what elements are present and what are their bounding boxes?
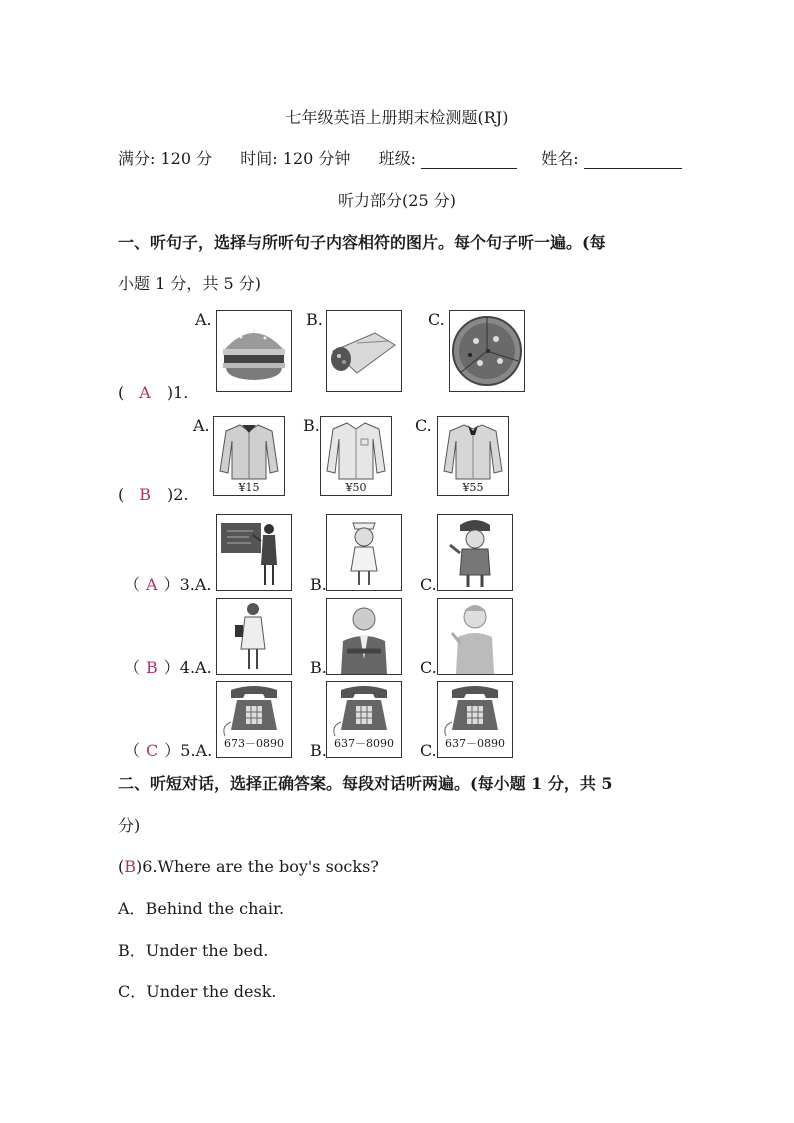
phone-number-a: 673－0890 [224,737,284,750]
q2-line: ( B )2. [118,485,189,504]
businessman-image [326,598,402,675]
telephone-image-b [326,681,402,758]
listening-section-title: 听力部分(25 分) [338,191,456,210]
class-label: 班级: [378,149,416,168]
phone-number-b: 637－8090 [334,737,394,750]
q3-option-b-label: B. [310,575,327,594]
q4-answer: B [146,658,158,677]
price-label-a: ¥15 [238,481,260,494]
part1-heading-line2: 小题 1 分，共 5 分) [118,274,261,293]
shirt-50-image [320,416,392,496]
q6-answer: B [124,857,137,876]
telephone-image-c [437,681,513,758]
shirt-15-image [213,416,285,496]
full-score: 满分: 120 分 [118,149,213,168]
q4-line: （ B ）4.A. [124,658,212,677]
q6-stem: (B)6.Where are the boy's socks? [118,857,379,876]
price-label-b: ¥50 [345,481,367,494]
pizza-image [449,310,525,392]
part1-heading-line1: 一、听句子，选择与所听句子内容相符的图片。每个句子听一遍。(每 [118,233,606,252]
name-label: 姓名: [541,149,579,168]
q5-answer: C [146,741,159,760]
q2-option-b-label: B. [303,416,320,435]
teacher-image [216,514,292,591]
burrito-image [326,310,402,392]
page-title: 七年级英语上册期末检测题(RJ) [285,108,509,127]
nurse-image [326,514,402,591]
q1-line: ( A )1. [118,383,189,402]
police-officer-image [437,514,513,591]
q1-option-a-label: A. [195,310,212,329]
q2-option-a-label: A. [193,416,210,435]
part2-heading-line1: 二、听短对话，选择正确答案。每段对话听两遍。(每小题 1 分，共 5 [118,774,613,793]
q5-line: （ C ）5.A. [124,741,213,760]
q4-option-c-label: C. [420,658,437,677]
exam-time: 时间: 120 分钟 [240,149,351,168]
q5-option-c-label: C. [420,741,437,760]
phone-number-c: 637－0890 [445,737,505,750]
q3-answer: A [146,575,158,594]
part2-heading-line2: 分) [118,816,141,835]
blouse-55-image [437,416,509,496]
q2-answer: B [139,485,152,504]
q2-option-c-label: C. [415,416,432,435]
q3-line: （ A ）3.A. [124,575,212,594]
price-label-c: ¥55 [462,481,484,494]
q4-option-b-label: B. [310,658,327,677]
q6-choice-b: B．Under the bed. [118,941,269,960]
q3-option-c-label: C. [420,575,437,594]
q1-answer: A [139,383,151,402]
q5-option-b-label: B. [310,741,327,760]
q1-option-c-label: C. [428,310,445,329]
q6-choice-a: A．Behind the chair. [118,899,285,918]
q1-option-b-label: B. [306,310,323,329]
exam-info [118,149,682,169]
q6-choice-c: C．Under the desk. [118,982,277,1001]
hamburger-image [216,310,292,392]
name-field[interactable] [584,152,682,169]
grandmother-image [437,598,513,675]
doctor-woman-image [216,598,292,675]
class-field[interactable] [421,152,517,169]
telephone-image-a [216,681,292,758]
